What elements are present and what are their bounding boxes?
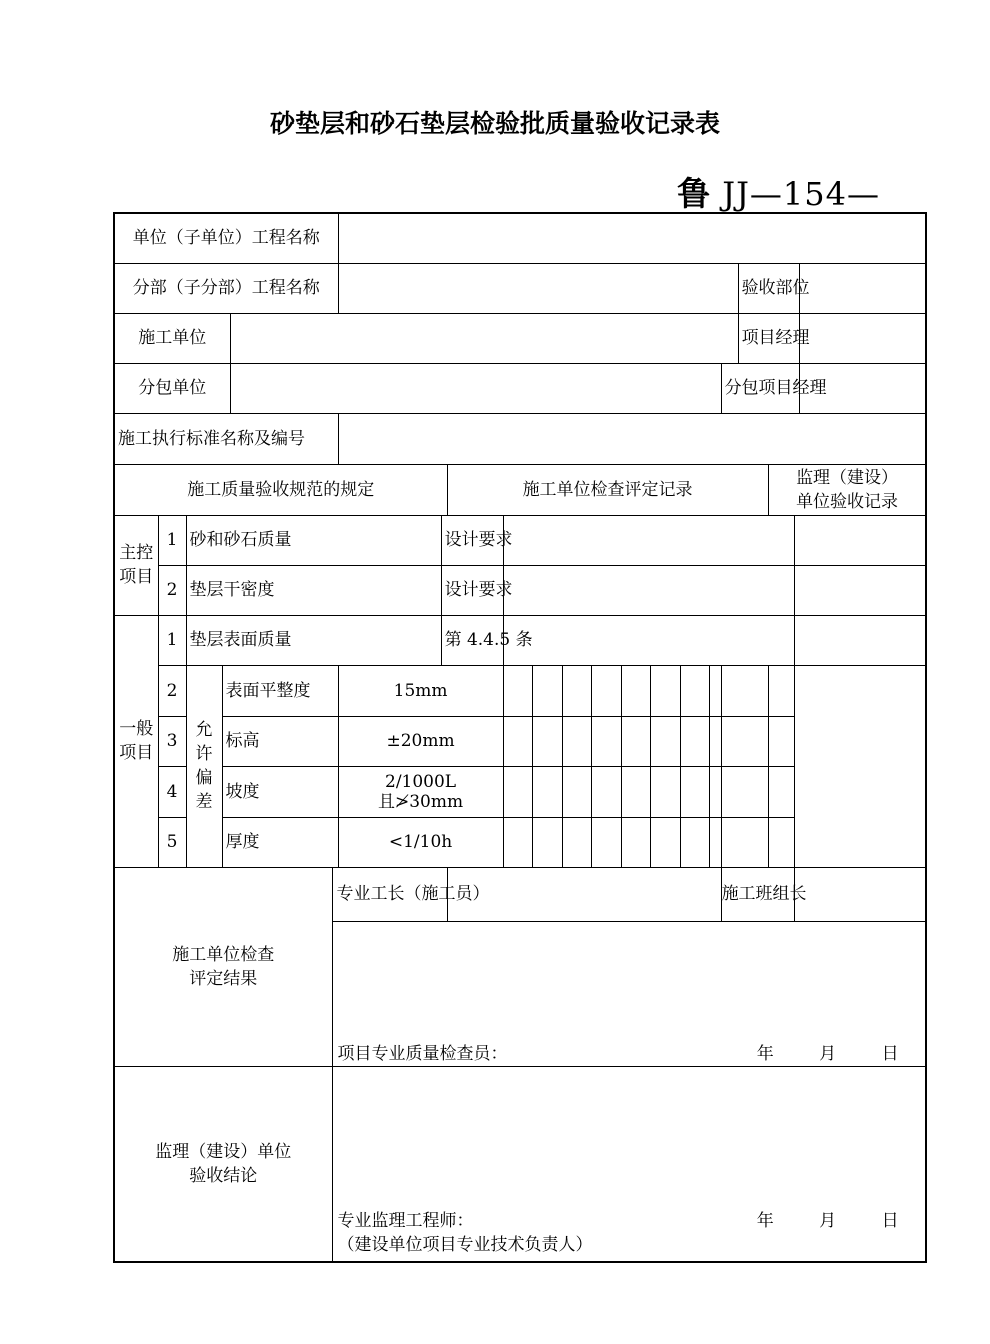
measure-cell[interactable] [591,716,621,766]
item-name: 坡度 [222,766,338,817]
item-number: 1 [158,615,186,665]
construction-unit-label: 施工单位 [114,313,230,363]
item-name: 垫层干密度 [186,565,441,615]
measure-cell[interactable] [721,817,768,867]
foreman-label: 专业工长（施工员） [332,867,447,921]
construction-result-label [114,867,332,1066]
measure-cell[interactable] [768,817,794,867]
measure-cell[interactable] [503,817,532,867]
item-number: 1 [158,515,186,565]
inspector-sign-line [336,1042,923,1066]
main-control-line2: 项目 [119,567,154,587]
item-requirement [338,766,503,817]
measure-cell[interactable] [680,817,709,867]
project-manager-field[interactable] [799,313,926,363]
item-supervision-record[interactable] [794,615,926,665]
item-requirement: 设计要求 [441,565,503,615]
construction-result-content[interactable] [332,921,926,1066]
measure-cell[interactable] [721,716,768,766]
form-code [677,168,880,215]
measure-cell[interactable] [768,665,794,716]
day-label: 日 [881,1043,899,1064]
form-code-number: JJ—154— [722,175,880,213]
measure-cell[interactable] [503,766,532,817]
year-label: 年 [756,1211,774,1231]
construction-unit-field[interactable] [230,313,738,363]
tolerance-char: 差 [195,792,213,812]
construction-result-line2: 评定结果 [189,968,258,989]
item-name: 砂和砂石质量 [186,515,441,565]
unit-project-label: 单位（子单位）工程名称 [114,213,338,263]
item-name: 表面平整度 [222,665,338,716]
item-number: 2 [158,665,186,716]
team-leader-field[interactable] [794,867,926,921]
measure-cell[interactable] [680,665,709,716]
general-group-label [114,615,158,867]
measure-cell[interactable] [650,716,680,766]
measure-cell[interactable] [621,665,650,716]
measure-cell[interactable] [591,665,621,716]
general-line1: 一般 [119,719,154,739]
construction-result-line1: 施工单位检查 [172,944,275,965]
measure-cell[interactable] [591,766,621,817]
item-supervision-record[interactable] [794,565,926,615]
engineer-sign-line [336,1209,923,1233]
measure-cell[interactable] [721,665,768,716]
acceptance-part-label: 验收部位 [738,263,799,313]
item-check-record[interactable] [503,515,794,565]
item-requirement: 设计要求 [441,515,503,565]
measure-cell[interactable] [650,665,680,716]
item-check-record[interactable] [503,615,794,665]
measure-cell[interactable] [503,716,532,766]
measure-cell[interactable] [709,817,721,867]
tolerance-label [186,665,222,867]
engineer-label: 专业监理工程师： [337,1211,474,1231]
unit-project-field[interactable] [338,213,926,263]
measure-cell[interactable] [591,817,621,867]
item-number: 2 [158,565,186,615]
sub-project-field[interactable] [338,263,738,313]
requirement-line1: 2/1000L [385,771,457,792]
measure-cell[interactable] [650,766,680,817]
item-number: 4 [158,766,186,817]
measure-cell[interactable] [532,716,562,766]
acceptance-form-table [113,212,927,1263]
standard-field[interactable] [338,413,926,464]
measure-cell[interactable] [562,665,591,716]
item-number: 3 [158,716,186,766]
day-label: 日 [881,1211,899,1231]
measure-cell[interactable] [709,766,721,817]
tolerance-char: 许 [195,744,213,764]
requirement-line2: 且≯30mm [378,791,464,812]
form-title: 砂垫层和砂石垫层检验批质量验收记录表 [269,109,720,138]
supervision-result-line2: 验收结论 [189,1165,258,1186]
spec-header: 施工质量验收规范的规定 [114,464,447,515]
supervision-result-content[interactable] [332,1066,926,1262]
item-check-record[interactable] [503,565,794,615]
tolerance-supervision-record[interactable] [794,665,926,867]
item-requirement: 第 4.4.5 条 [441,615,503,665]
item-number: 5 [158,817,186,867]
measure-cell[interactable] [503,665,532,716]
measure-cell[interactable] [532,766,562,817]
inspector-date [717,1042,899,1066]
tolerance-char: 偏 [195,768,213,788]
item-requirement: ±20mm [338,716,503,766]
supervision-result-line1: 监理（建设）单位 [155,1141,292,1162]
subcontract-manager-label: 分包项目经理 [721,363,799,413]
item-name: 标高 [222,716,338,766]
tolerance-char: 允 [195,720,213,740]
measure-cell[interactable] [562,817,591,867]
measure-cell[interactable] [768,716,794,766]
general-line2: 项目 [119,743,154,763]
supervision-record-header [768,464,926,515]
inspector-label: 项目专业质量检查员： [337,1043,508,1064]
measure-cell[interactable] [532,665,562,716]
sub-project-label: 分部（子分部）工程名称 [114,263,338,313]
form-code-prefix: 鲁 [677,174,712,213]
measure-cell[interactable] [621,766,650,817]
engineer-note: （建设单位项目专业技术负责人） [337,1235,593,1255]
standard-label: 施工执行标准名称及编号 [114,413,338,464]
item-name: 垫层表面质量 [186,615,441,665]
subcontractor-label: 分包单位 [114,363,230,413]
main-control-line1: 主控 [119,543,154,563]
check-record-header: 施工单位检查评定记录 [447,464,768,515]
measure-cell[interactable] [768,766,794,817]
year-label: 年 [756,1043,774,1064]
measure-cell[interactable] [709,716,721,766]
month-label: 月 [819,1043,837,1064]
supervision-result-label [114,1066,332,1262]
team-leader-label: 施工班组长 [721,867,794,921]
measure-cell[interactable] [621,716,650,766]
item-supervision-record[interactable] [794,515,926,565]
measure-cell[interactable] [621,817,650,867]
project-manager-label: 项目经理 [738,313,799,363]
supervision-header-line2: 单位验收记录 [796,491,899,512]
measure-cell[interactable] [680,766,709,817]
measure-cell[interactable] [721,766,768,817]
measure-cell[interactable] [532,817,562,867]
month-label: 月 [819,1211,837,1231]
measure-cell[interactable] [709,665,721,716]
acceptance-part-field[interactable] [799,263,926,313]
subcontractor-field[interactable] [230,363,721,413]
item-requirement: <1/10h [338,817,503,867]
measure-cell[interactable] [562,716,591,766]
item-requirement: 15mm [338,665,503,716]
measure-cell[interactable] [562,766,591,817]
item-name: 厚度 [222,817,338,867]
engineer-date [717,1209,899,1233]
main-control-group-label [114,515,158,615]
measure-cell[interactable] [680,716,709,766]
measure-cell[interactable] [650,817,680,867]
supervision-header-line1: 监理（建设） [796,467,899,488]
